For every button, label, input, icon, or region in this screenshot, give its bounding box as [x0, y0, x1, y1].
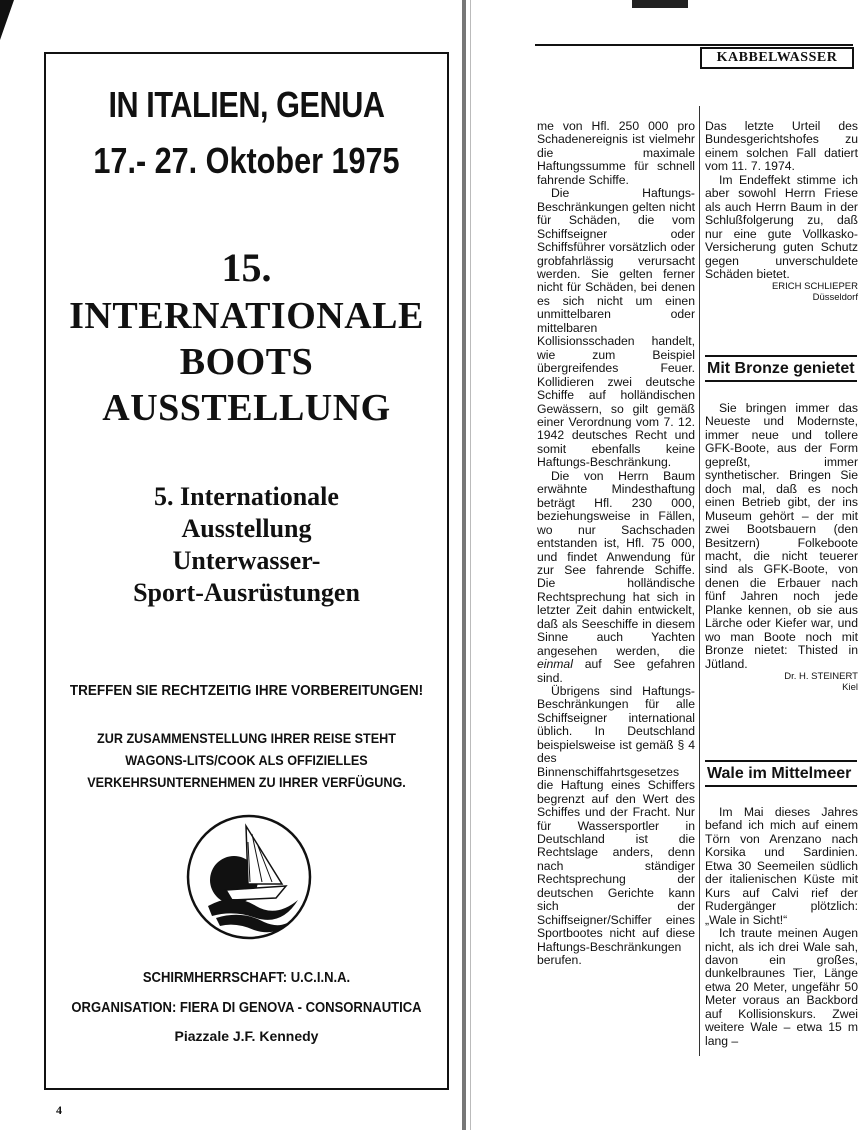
book-spine-shadow: [462, 0, 466, 1130]
letter-whales-body: [705, 806, 858, 1048]
ad-travel-line2: WAGONS-LITS/COOK ALS OFFIZIELLES: [125, 752, 368, 768]
letters-column-right: [705, 120, 858, 303]
paragraph: Das letzte Urteil des Bundesgerichtshofes zu einem solchen Fall datiert vom 11. 7. 1974.: [705, 119, 858, 174]
ad-subtitle-line4: Sport-Ausrüstungen: [133, 578, 360, 607]
page-corner-mark: [0, 0, 14, 40]
letter-heading-bronze: Mit Bronze genietet: [705, 355, 857, 382]
ad-location: IN ITALIEN, GENUA: [108, 84, 385, 125]
letters-column-left: [537, 120, 695, 968]
column-divider: [699, 106, 700, 1056]
ad-subtitle-line2: Ausstellung: [181, 514, 312, 543]
letter-bronze-body: [705, 402, 858, 693]
paragraph: Die Haftungs-Beschränkungen gelten nicht für Schäden, die vom Schiffseigner oder Schiffsführer vorsätzlich oder grobfahrlässig verursacht werden. Sie gelten ferner nicht für Schäden, bei denen es sich nicht um einen unmittelbaren oder mittelbaren Kollisionsschaden handelt, wie zum Beispiel übergreifendes Feuer. Kollidieren zwei deutsche Schiffe auf holländischen Gewässern, so gilt gemäß einer Verordnung vom 7. 12. 1942 deutsches Recht und somit ebenfalls keine Haftungs-Beschränkung.: [537, 186, 695, 470]
ad-subtitle-line3: Unterwasser-: [172, 546, 321, 575]
text-span: Die von Herrn Baum erwähnte Mindesthaftung beträgt Hfl. 230 000, beziehungsweise in Fällen, wo nur Sachschaden entstanden ist, Hfl. 75 000, und findet Anwendung für zur See fahrende Schiffe. Die holländische Rechtsprechung hat sich in letzter Zeit dahin entwickelt, daß als Seeschiffe in diesem Sinne auch Yachten angesehen werden, die: [537, 468, 695, 658]
ad-title-line3: AUSSTELLUNG: [102, 387, 391, 429]
ad-prepare-note: TREFFEN SIE RECHTZEITIG IHRE VORBEREITUNGEN!: [69, 682, 424, 699]
paragraph: [537, 470, 695, 685]
signature-name: Dr. H. STEINERT: [784, 671, 858, 683]
paragraph: me von Hfl. 250 000 pro Schadenereignis ist vielmehr die maximale Haftungssumme für schnell fahrende Schiffe.: [537, 119, 695, 187]
paragraph: Im Endeffekt stimme ich aber sowohl Herrn Friese als auch Herrn Baum in der Schlußfolgerung zu, daß nur eine gute Vollkasko-Versicherung guten Schutz gegen unverschuldete Schäden bietet.: [705, 172, 858, 281]
ad-edition: 15.: [221, 245, 272, 290]
paragraph: Sie bringen immer das Neueste und Modernste, immer neue und tollere GFK-Boote, aus der Form gepreßt, immer synthetischer. Bringen Sie doch mal, daß es noch einen Betrieb gibt, der ins Museum gehört – der mit zwei Bootsbauern (den Besitzern) Folkeboote macht, die nicht teuerer sind als GFK-Boote, von denen die Erbauer nach fünf Jahren noch jede Planke kennen, ob sie aus Lärche oder Kiefer war, und wo man Boote noch mit Bronze nietet: Thisted in Jütland.: [705, 401, 858, 671]
sail-logo-icon: [186, 814, 312, 940]
ad-travel-line3: VERKEHRSUNTERNEHMEN ZU IHRER VERFÜGUNG.: [87, 774, 406, 790]
ad-title-line2: BOOTS: [179, 341, 314, 383]
ad-travel-line1: ZUR ZUSAMMENSTELLUNG IHRER REISE STEHT: [97, 730, 396, 746]
emphasis: einmal: [537, 657, 573, 672]
signature-city: Kiel: [842, 682, 858, 694]
ad-organisation: ORGANISATION: FIERA DI GENOVA - CONSORNAUTICA: [71, 1000, 422, 1016]
paragraph: Übrigens sind Haftungs-Beschränkungen für alle Schiffseigner international üblich. In Deutschland beispielsweise ist gemäß § 4 des Binnenschiffahrtsgesetzes die Haftung eines Schiffers begrenzt auf den Wert des Schiffes und der Fracht. Nur für Wassersportler in Deutschland ist die Rechtslage anders, denn nach ständiger Rechtsprechung der deutschen Gerichte kann sich der Schiffseigner/Schiffer eines Sportbootes nicht auf diese Haftungs-Beschränkungen berufen.: [537, 684, 695, 968]
section-tag: KABBELWASSER: [700, 47, 854, 69]
header-rule: [535, 44, 853, 46]
ad-address: Piazzale J.F. Kennedy: [174, 1028, 319, 1044]
ad-dates: 17.- 27. Oktober 1975: [93, 140, 400, 181]
signature-name: ERICH SCHLIEPER: [771, 281, 858, 293]
top-edge-mark: [632, 0, 688, 8]
paragraph: Ich traute meinen Augen nicht, als ich drei Wale sah, davon ein großes, dunkelbraunes Tier, Länge etwa 20 Meter, ungefähr 50 Meter voraus an Backbord auf Kollisionskurs. Zwei weitere Wale – etwa 15 m lang –: [705, 926, 858, 1048]
boat-show-advertisement: [44, 52, 449, 1090]
signature-city: Düsseldorf: [812, 292, 858, 304]
ad-title-line1: INTERNATIONALE: [69, 295, 424, 337]
page-number: 4: [56, 1103, 62, 1117]
letter-heading-whales: Wale im Mittelmeer: [705, 760, 857, 787]
ad-subtitle-line1: 5. Internationale: [154, 482, 339, 511]
book-spine-line: [470, 0, 471, 1130]
text-span: auf See gefahren sind.: [537, 657, 695, 685]
paragraph: Im Mai dieses Jahres befand ich mich auf einem Törn von Arenzano nach Korsika und Sardinien. Etwa 30 Seemeilen südlich der italienischen Küste mit Kurs auf Calvi rief der Rudergänger plötzlich: „Wale in Sicht!“: [705, 805, 858, 927]
ad-patron: SCHIRMHERRSCHAFT: U.C.I.N.A.: [142, 970, 351, 986]
